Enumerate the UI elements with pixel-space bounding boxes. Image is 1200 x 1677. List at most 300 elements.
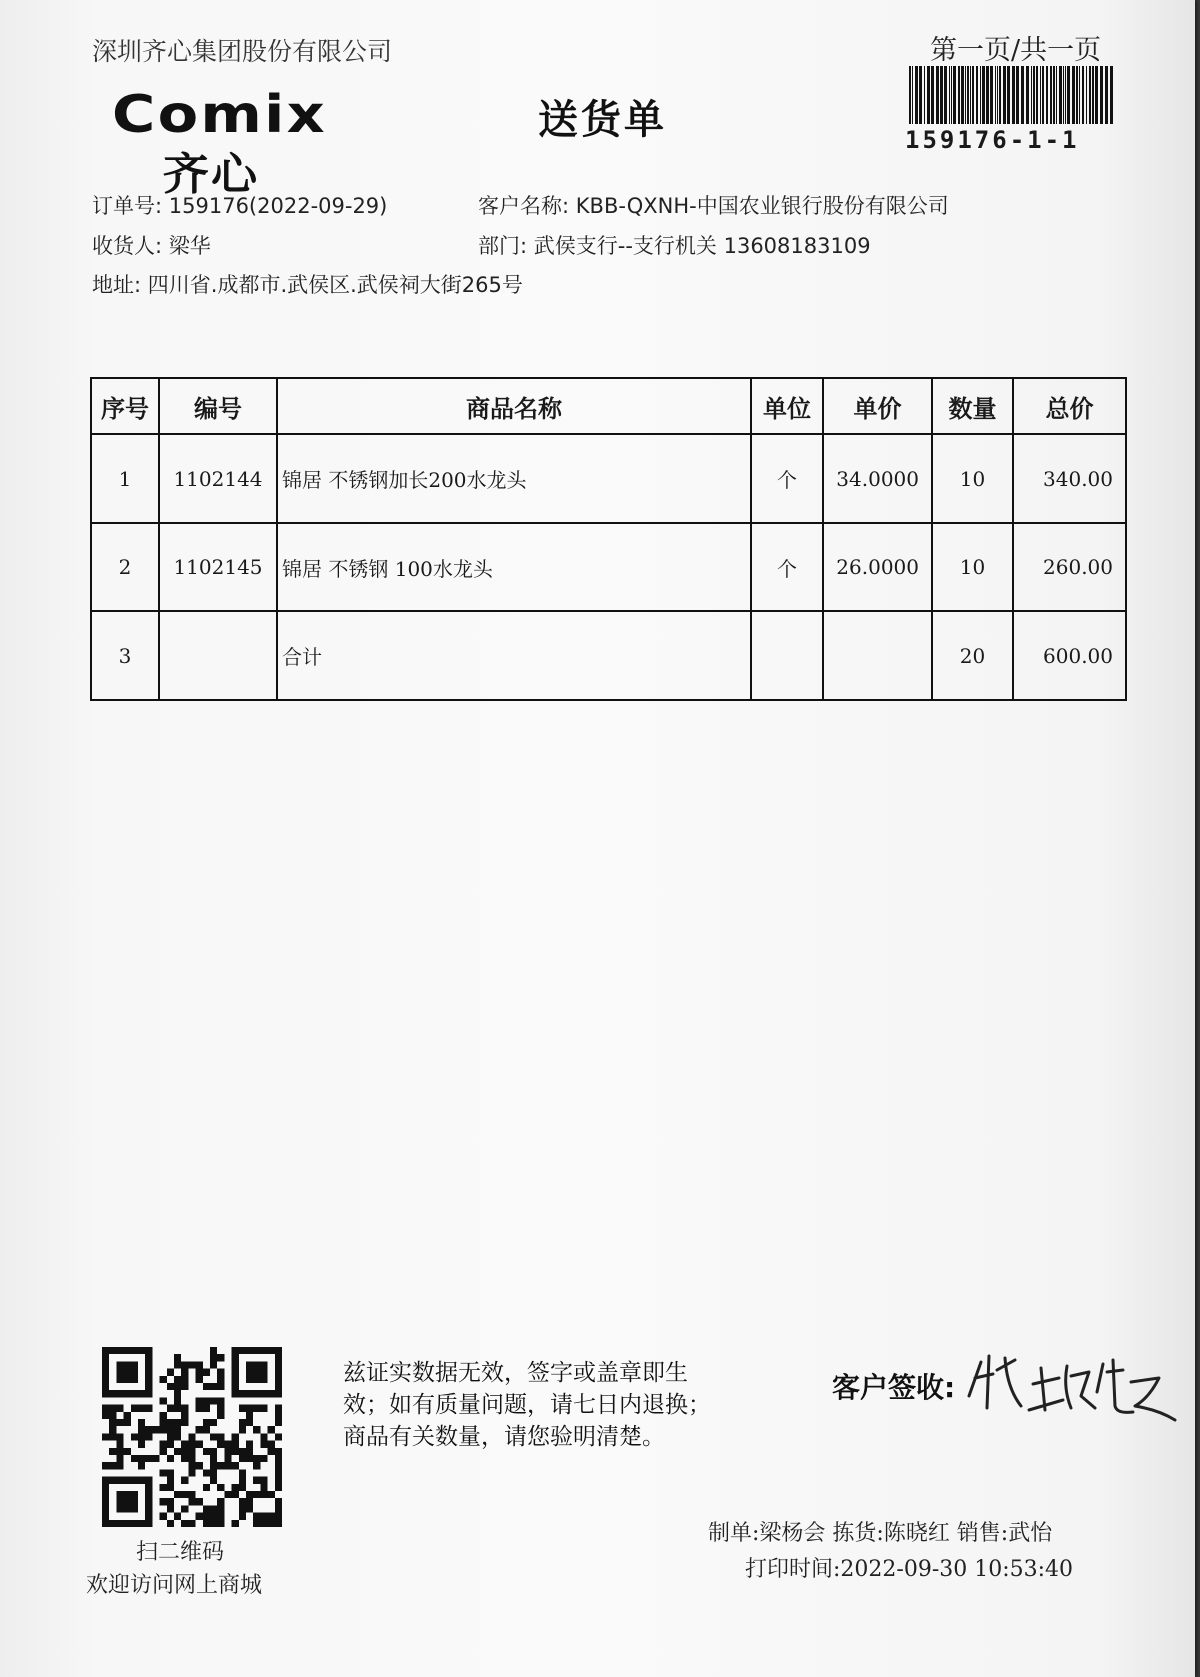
barcode-bar (990, 66, 993, 124)
qr-module (253, 1462, 260, 1469)
qr-module (210, 1383, 217, 1390)
staff-line: 制单:梁杨会 拣货:陈晓红 销售:武怡 (708, 1521, 1053, 1546)
barcode-bar (909, 66, 911, 124)
barcode-bar (986, 66, 989, 124)
qr-module (109, 1426, 116, 1433)
qr-module (174, 1376, 181, 1383)
qr-module (203, 1484, 210, 1491)
qr-module (116, 1462, 123, 1469)
qr-module (210, 1448, 217, 1455)
qr-module (138, 1433, 145, 1440)
barcode-bar (1046, 66, 1048, 124)
qr-module (275, 1469, 282, 1476)
qr-module (152, 1426, 159, 1433)
qr-module (253, 1477, 260, 1484)
qr-module (196, 1369, 203, 1376)
receiver-label: 收货人: (92, 234, 163, 258)
barcode-bar (1082, 66, 1084, 124)
barcode-bar (982, 66, 985, 124)
qr-module (181, 1441, 188, 1448)
row-total: 340.00 (1013, 434, 1126, 523)
qr-module (160, 1412, 167, 1419)
qr-module (246, 1405, 253, 1412)
qr-module (167, 1477, 174, 1484)
qr-module (138, 1405, 145, 1412)
barcode-bar (1105, 66, 1108, 124)
barcode-bar (1089, 66, 1091, 124)
qr-module (116, 1491, 138, 1513)
row-total: 260.00 (1013, 523, 1126, 612)
qr-module (160, 1484, 167, 1491)
qr-module (224, 1491, 231, 1498)
qr-module (224, 1441, 231, 1448)
qr-module (224, 1455, 231, 1462)
qr-module (217, 1383, 224, 1390)
qr-module (160, 1448, 167, 1455)
qr-module (160, 1498, 167, 1505)
qr-caption-mall: 欢迎访问网上商城 (86, 1573, 263, 1598)
address-value: 四川省.成都市.武侯区.武侯祠大街265号 (147, 273, 523, 297)
qr-module (203, 1426, 210, 1433)
barcode-bar (1042, 66, 1044, 124)
qr-module (181, 1477, 188, 1484)
qr-module (203, 1383, 210, 1390)
qr-module (275, 1433, 282, 1440)
qr-module (239, 1498, 246, 1505)
qr-module (232, 1448, 239, 1455)
qr-module (275, 1448, 282, 1455)
barcode-bar (1065, 66, 1066, 124)
qr-module (246, 1491, 253, 1498)
qr-module (224, 1448, 231, 1455)
receiver (92, 230, 211, 260)
qr-module (181, 1376, 188, 1383)
qr-module (109, 1412, 116, 1419)
qr-module (167, 1383, 174, 1390)
qr-module (217, 1484, 224, 1491)
qr-module (232, 1491, 239, 1498)
qr-module (232, 1441, 239, 1448)
barcode-bar (1026, 66, 1029, 124)
barcode (907, 66, 1117, 124)
qr-module (246, 1361, 268, 1383)
row-product-name: 锦居 不锈钢 100水龙头 (277, 523, 751, 612)
qr-module (260, 1455, 267, 1462)
qr-module (239, 1448, 246, 1455)
qr-module (102, 1433, 109, 1440)
disclaimer-note (343, 1357, 711, 1453)
qr-module (167, 1498, 174, 1505)
qr-module (196, 1498, 203, 1505)
customer-sign-label: 客户签收: (832, 1371, 956, 1404)
qr-module (203, 1505, 210, 1512)
qr-module (210, 1513, 217, 1520)
header-unit-price: 单价 (823, 378, 932, 434)
barcode-bar (965, 66, 966, 124)
qr-module (124, 1419, 131, 1426)
qr-module (174, 1354, 181, 1361)
qr-module (181, 1455, 188, 1462)
row-quantity: 20 (932, 611, 1013, 700)
qr-module (188, 1498, 195, 1505)
barcode-bar (999, 66, 1001, 124)
order-label: 订单号: (92, 194, 163, 218)
qr-module (138, 1426, 145, 1433)
qr-module (167, 1520, 174, 1527)
barcode-bar (951, 66, 952, 124)
table-row (91, 523, 1126, 612)
order-number (92, 190, 387, 220)
barcode-bar (927, 66, 930, 124)
qr-module (210, 1433, 217, 1440)
qr-module (174, 1361, 181, 1368)
barcode-bar (1036, 66, 1038, 124)
header-unit: 单位 (751, 378, 823, 434)
barcode-bar (1033, 66, 1035, 124)
qr-module (116, 1419, 123, 1426)
qr-module (268, 1491, 275, 1498)
qr-module (167, 1441, 174, 1448)
qr-module (188, 1491, 195, 1498)
qr-module (167, 1369, 174, 1376)
row-unit: 个 (751, 434, 823, 523)
barcode-bar (1016, 66, 1019, 124)
barcode-bar (936, 66, 939, 124)
qr-module (160, 1441, 167, 1448)
barcode-bar (976, 66, 978, 124)
address-label: 地址: (92, 273, 142, 297)
note-line: 效；如有质量问题，请七日内退换； (343, 1392, 711, 1418)
customer-name (478, 190, 949, 220)
row-code: 1102144 (159, 434, 277, 523)
row-quantity: 10 (932, 434, 1013, 523)
qr-module (275, 1455, 282, 1462)
qr-module (109, 1448, 116, 1455)
qr-module (181, 1369, 188, 1376)
qr-module (160, 1426, 167, 1433)
page-indicator: 第一页/共一页 (930, 35, 1102, 66)
barcode-number: 159176-1-1 (905, 126, 1080, 154)
comix-logo (112, 88, 337, 140)
row-unit: 个 (751, 523, 823, 612)
row-unit-price: 34.0000 (823, 434, 932, 523)
qr-module (275, 1513, 282, 1520)
qr-module (246, 1455, 253, 1462)
qr-module (210, 1397, 217, 1404)
row-quantity: 10 (932, 523, 1013, 612)
qr-module (138, 1462, 145, 1469)
barcode-bar (949, 66, 950, 124)
qr-module (217, 1441, 224, 1448)
qr-module (203, 1369, 210, 1376)
qr-module (210, 1462, 217, 1469)
qr-module (275, 1498, 282, 1505)
dept-label: 部门: (478, 234, 528, 258)
qr-module (246, 1448, 253, 1455)
qr-module (246, 1505, 253, 1512)
qr-module (174, 1433, 181, 1440)
note-line: 商品有关数量，请您验明清楚。 (343, 1424, 665, 1450)
qr-module (174, 1390, 181, 1397)
qr-module (131, 1405, 138, 1412)
barcode-bar (1063, 66, 1064, 124)
qr-module (210, 1361, 217, 1368)
barcode-bar (953, 66, 956, 124)
qr-module (124, 1412, 131, 1419)
order-value: 159176(2022-09-29) (168, 194, 388, 218)
qr-module (188, 1433, 195, 1440)
qr-module (188, 1455, 195, 1462)
qr-module (275, 1405, 282, 1412)
qr-module (217, 1513, 224, 1520)
qr-module (181, 1383, 188, 1390)
qr-module (210, 1520, 217, 1527)
qr-module (260, 1484, 267, 1491)
qr-module (275, 1419, 282, 1426)
qr-module (138, 1441, 145, 1448)
barcode-bar (980, 66, 981, 124)
qr-module (145, 1426, 152, 1433)
qr-module (167, 1433, 174, 1440)
barcode-bar (1079, 66, 1080, 124)
qr-module (203, 1405, 210, 1412)
qr-module (174, 1397, 181, 1404)
qr-module (181, 1361, 188, 1368)
qr-module (196, 1441, 203, 1448)
barcode-bar (1076, 66, 1078, 124)
table-row (91, 434, 1126, 523)
barcode-bar (1059, 66, 1062, 124)
barcode-bar (1007, 66, 1010, 124)
qr-module (196, 1426, 203, 1433)
barcode-bar (1110, 66, 1113, 124)
row-index: 2 (91, 523, 159, 612)
qr-module (152, 1455, 159, 1462)
row-unit-price (823, 611, 932, 700)
qr-module (260, 1433, 267, 1440)
barcode-bar (1053, 66, 1055, 124)
qr-module (203, 1397, 210, 1404)
qr-module (275, 1505, 282, 1512)
qr-module (217, 1412, 224, 1419)
qr-module (181, 1405, 188, 1412)
qr-module (239, 1469, 246, 1476)
qr-module (131, 1455, 138, 1462)
table-total-row (91, 611, 1126, 700)
qr-module (210, 1347, 217, 1354)
header-code: 编号 (159, 378, 277, 434)
barcode-bar (970, 66, 971, 124)
qr-module (232, 1484, 239, 1491)
qr-module (239, 1455, 246, 1462)
dept-value: 武侯支行--支行机关 13608183109 (533, 234, 871, 258)
qr-module (116, 1361, 138, 1383)
row-total: 600.00 (1013, 611, 1126, 700)
qr-module (260, 1477, 267, 1484)
qr-module (260, 1441, 267, 1448)
qr-module (160, 1469, 167, 1476)
header-index: 序号 (91, 378, 159, 434)
row-code (159, 611, 277, 700)
qr-module (232, 1462, 239, 1469)
qr-module (275, 1484, 282, 1491)
qr-module (260, 1513, 267, 1520)
barcode-bar (1021, 66, 1024, 124)
qr-module (124, 1448, 131, 1455)
qr-module (196, 1397, 203, 1404)
qr-module (102, 1462, 109, 1469)
row-product-name: 锦居 不锈钢加长200水龙头 (277, 434, 751, 523)
row-unit (751, 611, 823, 700)
barcode-bar (924, 66, 925, 124)
qr-module (109, 1405, 116, 1412)
qr-module (109, 1419, 116, 1426)
qr-module (217, 1433, 224, 1440)
header-total: 总价 (1013, 378, 1126, 434)
qr-module (181, 1505, 188, 1512)
qr-module (181, 1419, 188, 1426)
items-table (90, 377, 1127, 701)
qr-module (239, 1477, 246, 1484)
qr-module (210, 1419, 217, 1426)
qr-module (167, 1469, 174, 1476)
qr-module (217, 1405, 224, 1412)
qr-module (109, 1433, 116, 1440)
qr-module (196, 1361, 203, 1368)
qr-module (246, 1441, 253, 1448)
qr-module (210, 1354, 217, 1361)
logo-chinese-name: 齐心 (162, 149, 260, 200)
row-code: 1102145 (159, 523, 277, 612)
qr-module (210, 1477, 217, 1484)
qr-module (239, 1513, 246, 1520)
qr-module (232, 1520, 239, 1527)
barcode-bar (997, 66, 998, 124)
qr-module (196, 1405, 203, 1412)
qr-module (210, 1455, 217, 1462)
qr-module (160, 1376, 167, 1383)
barcode-bar (958, 66, 960, 124)
receiver-value: 梁华 (168, 234, 211, 258)
barcode-bar (1092, 66, 1094, 124)
qr-module (239, 1484, 246, 1491)
qr-module (181, 1491, 188, 1498)
qr-module (116, 1441, 123, 1448)
qr-module (217, 1520, 224, 1527)
qr-module (167, 1455, 174, 1462)
qr-module (109, 1462, 116, 1469)
qr-module (188, 1462, 195, 1469)
qr-module (188, 1441, 195, 1448)
qr-module (116, 1405, 123, 1412)
qr-module (203, 1448, 210, 1455)
qr-module (203, 1469, 210, 1476)
qr-module (239, 1426, 246, 1433)
qr-module (174, 1405, 181, 1412)
qr-module (217, 1376, 224, 1383)
barcode-bar (1003, 66, 1006, 124)
qr-module (210, 1505, 217, 1512)
qr-module (167, 1405, 174, 1412)
handwritten-signature (963, 1348, 1178, 1428)
company-name: 深圳齐心集团股份有限公司 (92, 37, 393, 66)
barcode-bar (972, 66, 974, 124)
qr-module (116, 1455, 123, 1462)
qr-module (260, 1491, 267, 1498)
header-product-name: 商品名称 (277, 378, 751, 434)
barcode-bar (919, 66, 922, 124)
qr-module (239, 1405, 246, 1412)
row-index: 3 (91, 611, 159, 700)
qr-module (268, 1448, 275, 1455)
qr-module (196, 1513, 203, 1520)
qr-module (181, 1448, 188, 1455)
qr-module (167, 1426, 174, 1433)
qr-caption-scan: 扫二维码 (136, 1540, 225, 1565)
qr-module (167, 1484, 174, 1491)
qr-module (138, 1419, 145, 1426)
qr-module (167, 1419, 174, 1426)
qr-module (160, 1397, 167, 1404)
barcode-bar (1086, 66, 1087, 124)
qr-module (275, 1477, 282, 1484)
qr-module (253, 1455, 260, 1462)
barcode-bar (1100, 66, 1103, 124)
qr-module (232, 1433, 239, 1440)
qr-module (196, 1376, 203, 1383)
barcode-bar (1031, 66, 1032, 124)
qr-module (116, 1448, 123, 1455)
barcode-bar (1012, 66, 1015, 124)
barcode-bar (940, 66, 943, 124)
barcode-bar (931, 66, 934, 124)
qr-module (268, 1441, 275, 1448)
barcode-bar (944, 66, 947, 124)
qr-module (217, 1505, 224, 1512)
qr-module (102, 1412, 109, 1419)
address (92, 269, 523, 299)
qr-module (275, 1462, 282, 1469)
qr-module (217, 1462, 224, 1469)
row-product-name: 合计 (277, 611, 751, 700)
qr-module (181, 1520, 188, 1527)
barcode-bar (915, 66, 918, 124)
qr-module (102, 1405, 109, 1412)
qr-code (102, 1347, 282, 1527)
customer-label: 客户名称: (478, 194, 570, 218)
qr-module (260, 1520, 267, 1527)
row-unit-price: 26.0000 (823, 523, 932, 612)
barcode-bar (1056, 66, 1057, 124)
qr-module (217, 1369, 224, 1376)
qr-module (188, 1469, 195, 1476)
barcode-bar (1067, 66, 1070, 124)
qr-module (203, 1419, 210, 1426)
qr-module (246, 1498, 253, 1505)
qr-module (203, 1520, 210, 1527)
qr-module (174, 1448, 181, 1455)
qr-module (239, 1419, 246, 1426)
barcode-bar (995, 66, 996, 124)
qr-module (260, 1405, 267, 1412)
qr-module (188, 1520, 195, 1527)
note-line: 兹证实数据无效，签字或盖章即生 (343, 1360, 688, 1386)
qr-module (268, 1520, 275, 1527)
customer-value: KBB-QXNH-中国农业银行股份有限公司 (575, 194, 949, 218)
qr-module (174, 1419, 181, 1426)
barcode-bar (1095, 66, 1098, 124)
qr-module (145, 1405, 152, 1412)
